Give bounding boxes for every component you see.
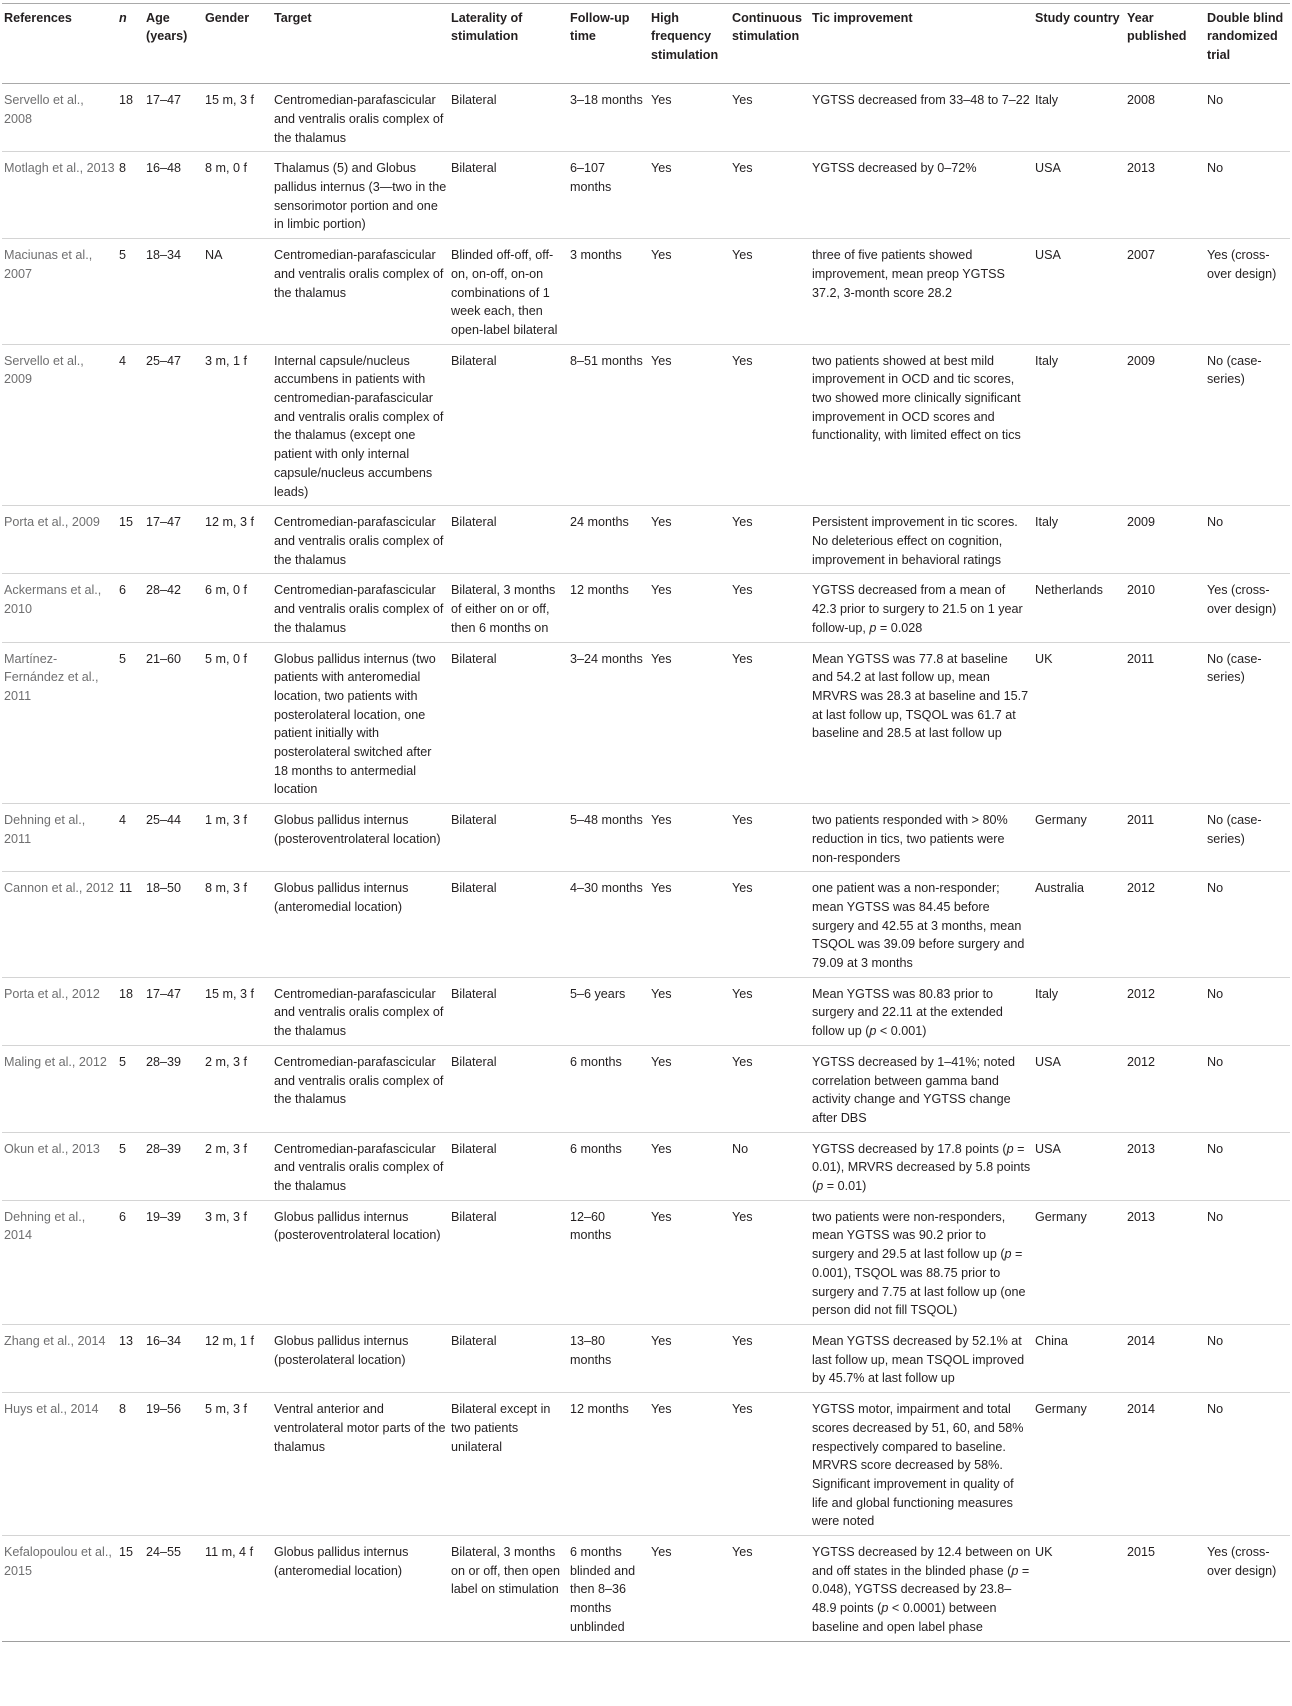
cell-tic-improvement: Persistent improvement in tic scores. No deleterious effect on cognition, improvement in behavioral ratings [812, 515, 1018, 567]
cell-reference: Ackermans et al., 2010 [4, 583, 102, 617]
table-row [2, 1325, 1290, 1393]
cell-double-blind: No [1207, 515, 1224, 530]
cell-tic-improvement: Mean YGTSS was 80.83 prior to surgery and 22.11 at the extended follow up (p < 0.001) [812, 986, 1003, 1039]
cell-age: 17–47 [146, 986, 182, 1001]
cell-year: 2015 [1127, 1545, 1156, 1560]
cell-tic-improvement: YGTSS decreased from 33–48 to 7–22 [812, 93, 1030, 108]
cell-country: Germany [1035, 1209, 1087, 1224]
cell-continuous: Yes [732, 651, 753, 666]
header-year: Year published [1127, 4, 1207, 84]
cell-n: 4 [119, 353, 127, 368]
cell-high-frequency: Yes [651, 515, 672, 530]
cell-target: Globus pallidus internus (anteromedial location) [274, 1545, 409, 1578]
cell-tic-improvement: YGTSS decreased by 1–41%; noted correlation between gamma band activity change and YGTSS change after DBS [812, 1054, 1016, 1125]
cell-gender: 5 m, 0 f [205, 651, 247, 666]
cell-followup: 12 months [570, 583, 629, 598]
cell-gender: 8 m, 0 f [205, 161, 247, 176]
cell-continuous: Yes [732, 583, 753, 598]
cell-continuous: Yes [732, 248, 753, 263]
cell-high-frequency: Yes [651, 1334, 672, 1348]
cell-followup: 3–18 months [570, 93, 643, 108]
cell-country: USA [1035, 248, 1061, 263]
cell-n: 15 [119, 1545, 134, 1560]
table-body [2, 84, 1290, 1641]
cell-followup: 3–24 months [570, 651, 643, 666]
cell-n: 18 [119, 986, 134, 1001]
cell-gender: 12 m, 1 f [205, 1334, 254, 1348]
cell-continuous: Yes [732, 1545, 753, 1560]
cell-year: 2013 [1127, 1141, 1156, 1156]
cell-continuous: Yes [732, 1054, 753, 1069]
cell-age: 19–56 [146, 1402, 182, 1417]
cell-age: 17–47 [146, 93, 182, 108]
cell-laterality: Bilateral [451, 651, 497, 666]
cell-double-blind: Yes (cross-over design) [1207, 248, 1277, 281]
cell-reference: Okun et al., 2013 [4, 1141, 100, 1156]
cell-double-blind: No [1207, 1334, 1224, 1348]
cell-double-blind: No [1207, 881, 1224, 896]
cell-country: Netherlands [1035, 583, 1103, 598]
cell-target: Globus pallidus internus (posteroventrolateral location) [274, 1209, 441, 1243]
table-row [2, 1393, 1290, 1536]
cell-year: 2011 [1127, 813, 1155, 828]
cell-country: Italy [1035, 353, 1059, 368]
cell-country: Italy [1035, 515, 1059, 530]
cell-double-blind: No (case-series) [1207, 353, 1262, 387]
header-followup: Follow-up time [570, 4, 651, 84]
cell-age: 28–39 [146, 1141, 182, 1156]
cell-target: Globus pallidus internus (anteromedial location) [274, 881, 409, 914]
cell-year: 2009 [1127, 353, 1156, 368]
cell-laterality: Blinded off-off, off-on, on-off, on-on combinations of 1 week each, then open-label bilateral [451, 248, 558, 337]
cell-age: 16–48 [146, 161, 182, 176]
cell-target: Centromedian-parafascicular and ventralis oralis complex of the thalamus [274, 1141, 444, 1194]
header-target: Target [274, 4, 451, 84]
cell-reference: Porta et al., 2012 [4, 986, 100, 1001]
cell-followup: 5–6 years [570, 986, 626, 1001]
cell-n: 5 [119, 1054, 127, 1069]
cell-continuous: Yes [732, 813, 753, 828]
cell-followup: 6–107 months [570, 161, 612, 195]
cell-n: 18 [119, 93, 134, 108]
cell-laterality: Bilateral [451, 93, 497, 108]
table-row [2, 574, 1290, 642]
cell-laterality: Bilateral [451, 161, 497, 176]
cell-target: Centromedian-parafascicular and ventralis oralis complex of the thalamus [274, 248, 444, 300]
cell-laterality: Bilateral except in two patients unilateral [451, 1402, 551, 1454]
cell-target: Centromedian-parafascicular and ventralis oralis complex of the thalamus [274, 986, 444, 1039]
cell-laterality: Bilateral [451, 1141, 497, 1156]
cell-continuous: No [732, 1141, 749, 1156]
cell-country: USA [1035, 161, 1061, 176]
cell-age: 28–39 [146, 1054, 182, 1069]
cell-year: 2014 [1127, 1334, 1156, 1348]
cell-high-frequency: Yes [651, 881, 672, 896]
cell-target: Globus pallidus internus (two patients with anteromedial location, two patients with posterolateral location, one patient initially with posterolateral switched after 18 months to antermedial location [274, 651, 436, 797]
cell-n: 8 [119, 161, 127, 176]
table-row [2, 1132, 1290, 1200]
cell-followup: 12–60 months [570, 1209, 612, 1243]
cell-n: 6 [119, 583, 127, 598]
cell-high-frequency: Yes [651, 1545, 672, 1560]
cell-year: 2013 [1127, 161, 1156, 176]
cell-followup: 6 months [570, 1054, 622, 1069]
cell-followup: 24 months [570, 515, 629, 530]
cell-n: 4 [119, 813, 127, 828]
cell-gender: 12 m, 3 f [205, 515, 254, 530]
cell-tic-improvement: YGTSS motor, impairment and total scores decreased by 51, 60, and 58% respectively compared to baseline. MRVRS score decreased by 58%. Significant improvement in quality of life and global functioning measures were noted [812, 1402, 1024, 1529]
cell-year: 2012 [1127, 881, 1156, 896]
cell-country: Germany [1035, 813, 1087, 828]
header-laterality: Laterality of stimulation [451, 4, 570, 84]
cell-reference: Cannon et al., 2012 [4, 881, 114, 896]
cell-country: UK [1035, 1545, 1053, 1560]
header-double-blind: Double blind randomized trial [1207, 4, 1290, 84]
cell-followup: 4–30 months [570, 881, 643, 896]
header-references: References [2, 4, 119, 84]
cell-laterality: Bilateral [451, 353, 497, 368]
cell-target: Centromedian-parafascicular and ventralis oralis complex of the thalamus [274, 93, 444, 145]
cell-high-frequency: Yes [651, 93, 672, 108]
cell-high-frequency: Yes [651, 986, 672, 1001]
cell-high-frequency: Yes [651, 248, 672, 263]
cell-laterality: Bilateral, 3 months on or off, then open label on stimulation [451, 1545, 561, 1597]
cell-age: 24–55 [146, 1545, 182, 1560]
cell-target: Globus pallidus internus (posterolateral location) [274, 1334, 409, 1367]
cell-year: 2010 [1127, 583, 1156, 598]
cell-year: 2013 [1127, 1209, 1156, 1224]
cell-double-blind: No [1207, 93, 1224, 108]
cell-continuous: Yes [732, 93, 753, 108]
cell-high-frequency: Yes [651, 161, 672, 176]
cell-followup: 3 months [570, 248, 622, 263]
cell-tic-improvement: Mean YGTSS decreased by 52.1% at last follow up, mean TSQOL improved by 45.7% at last follow up [812, 1334, 1025, 1386]
cell-continuous: Yes [732, 1334, 753, 1348]
cell-age: 16–34 [146, 1334, 182, 1348]
cell-tic-improvement: YGTSS decreased by 17.8 points (p = 0.01), MRVRS decreased by 5.8 points (p = 0.01) [812, 1141, 1031, 1194]
cell-target: Centromedian-parafascicular and ventralis oralis complex of the thalamus [274, 583, 444, 635]
cell-double-blind: No [1207, 1054, 1224, 1069]
cell-high-frequency: Yes [651, 651, 672, 666]
cell-n: 8 [119, 1402, 127, 1417]
table-row [2, 344, 1290, 506]
cell-year: 2009 [1127, 515, 1156, 530]
cell-age: 17–47 [146, 515, 182, 530]
cell-followup: 5–48 months [570, 813, 643, 828]
header-n: n [119, 4, 146, 84]
header-tic-improvement: Tic improvement [812, 4, 1035, 84]
cell-reference: Porta et al., 2009 [4, 515, 100, 530]
cell-n: 5 [119, 1141, 127, 1156]
cell-double-blind: No (case-series) [1207, 813, 1262, 846]
cell-double-blind: No [1207, 1209, 1224, 1224]
cell-age: 18–34 [146, 248, 182, 263]
cell-tic-improvement: YGTSS decreased by 0–72% [812, 161, 977, 176]
cell-laterality: Bilateral [451, 813, 497, 828]
cell-age: 21–60 [146, 651, 182, 666]
table-row [2, 804, 1290, 872]
cell-target: Internal capsule/nucleus accumbens in patients with centromedian-parafascicular and ventralis oralis complex of the thalamus (except one patient with only internal capsule/nucleus accumbens leads) [274, 353, 444, 499]
cell-tic-improvement: two patients showed at best mild improvement in OCD and tic scores, two showed more clinically significant improvement in OCD scores and functionality, with limited effect on tics [812, 353, 1021, 443]
cell-year: 2012 [1127, 1054, 1156, 1069]
table-row [2, 872, 1290, 978]
cell-country: Germany [1035, 1402, 1087, 1417]
cell-n: 13 [119, 1334, 134, 1348]
cell-n: 11 [119, 881, 133, 896]
cell-continuous: Yes [732, 1402, 753, 1417]
cell-year: 2008 [1127, 93, 1156, 108]
cell-reference: Maciunas et al., 2007 [4, 248, 93, 281]
cell-tic-improvement: YGTSS decreased from a mean of 42.3 prior to surgery to 21.5 on 1 year follow-up, p = 0.028 [812, 583, 1023, 635]
header-continuous: Continuous stimulation [732, 4, 812, 84]
table-row [2, 1200, 1290, 1324]
cell-gender: NA [205, 248, 223, 263]
cell-laterality: Bilateral [451, 986, 497, 1001]
cell-target: Centromedian-parafascicular and ventralis oralis complex of the thalamus [274, 515, 444, 567]
cell-reference: Dehning et al., 2011 [4, 813, 86, 846]
cell-high-frequency: Yes [651, 1141, 672, 1156]
table-row [2, 1536, 1290, 1642]
cell-continuous: Yes [732, 161, 753, 176]
cell-reference: Servello et al., 2009 [4, 353, 84, 387]
cell-gender: 5 m, 3 f [205, 1402, 247, 1417]
cell-double-blind: Yes (cross-over design) [1207, 583, 1277, 617]
cell-continuous: Yes [732, 515, 753, 530]
cell-year: 2014 [1127, 1402, 1156, 1417]
cell-laterality: Bilateral [451, 1334, 497, 1348]
cell-tic-improvement: two patients responded with > 80% reduction in tics, two patients were non-responders [812, 813, 1008, 865]
cell-high-frequency: Yes [651, 1054, 672, 1069]
cell-year: 2007 [1127, 248, 1156, 263]
cell-country: Australia [1035, 881, 1084, 896]
cell-continuous: Yes [732, 881, 753, 896]
cell-age: 25–47 [146, 353, 182, 368]
cell-followup: 13–80 months [570, 1334, 612, 1367]
cell-country: USA [1035, 1141, 1061, 1156]
cell-country: Italy [1035, 93, 1059, 108]
cell-gender: 11 m, 4 f [205, 1545, 254, 1560]
cell-double-blind: No [1207, 1402, 1224, 1417]
cell-gender: 2 m, 3 f [205, 1054, 247, 1069]
cell-target: Globus pallidus internus (posteroventrolateral location) [274, 813, 441, 846]
table-row [2, 152, 1290, 239]
cell-tic-improvement: one patient was a non-responder; mean YGTSS was 84.45 before surgery and 42.55 at 3 months, mean TSQOL was 39.09 before surgery and 79.09 at 3 months [812, 881, 1025, 971]
cell-laterality: Bilateral [451, 1209, 497, 1224]
cell-country: USA [1035, 1054, 1061, 1069]
cell-reference: Martínez-Fernández et al., 2011 [4, 651, 99, 703]
cell-gender: 2 m, 3 f [205, 1141, 247, 1156]
cell-high-frequency: Yes [651, 1209, 672, 1224]
cell-double-blind: Yes (cross-over design) [1207, 1545, 1277, 1578]
cell-reference: Dehning et al., 2014 [4, 1209, 86, 1243]
cell-n: 5 [119, 651, 127, 666]
header-country: Study country [1035, 4, 1127, 84]
cell-reference: Servello et al., 2008 [4, 93, 84, 126]
cell-continuous: Yes [732, 353, 753, 368]
cell-age: 18–50 [146, 881, 182, 896]
header-age: Age (years) [146, 4, 205, 84]
cell-year: 2011 [1127, 651, 1155, 666]
cell-laterality: Bilateral, 3 months of either on or off, then 6 months on [451, 583, 556, 635]
cell-high-frequency: Yes [651, 353, 672, 368]
cell-laterality: Bilateral [451, 1054, 497, 1069]
cell-country: China [1035, 1334, 1068, 1348]
cell-double-blind: No [1207, 986, 1224, 1001]
cell-reference: Zhang et al., 2014 [4, 1334, 106, 1348]
cell-followup: 6 months blinded and then 8–36 months unblinded [570, 1545, 636, 1634]
cell-tic-improvement: two patients were non-responders, mean YGTSS was 90.2 prior to surgery and 29.5 at last follow up (p = 0.001), TSQOL was 88.75 prior to surgery and 7.75 at last follow up (one person did not fill TSQOL) [812, 1209, 1026, 1318]
cell-tic-improvement: three of five patients showed improvement, mean preop YGTSS 37.2, 3-month score 28.2 [812, 248, 1005, 300]
cell-age: 28–42 [146, 583, 182, 598]
cell-gender: 15 m, 3 f [205, 93, 254, 108]
cell-laterality: Bilateral [451, 515, 497, 530]
cell-gender: 6 m, 0 f [205, 583, 247, 598]
cell-high-frequency: Yes [651, 813, 672, 828]
cell-year: 2012 [1127, 986, 1156, 1001]
cell-n: 5 [119, 248, 127, 263]
cell-laterality: Bilateral [451, 881, 497, 896]
cell-gender: 3 m, 3 f [205, 1209, 247, 1224]
cell-target: Thalamus (5) and Globus pallidus internus (3—two in the sensorimotor portion and one in limbic portion) [274, 161, 447, 232]
cell-target: Centromedian-parafascicular and ventralis oralis complex of the thalamus [274, 1054, 444, 1107]
cell-continuous: Yes [732, 986, 753, 1001]
table-row [2, 239, 1290, 345]
cell-gender: 15 m, 3 f [205, 986, 254, 1001]
cell-target: Ventral anterior and ventrolateral motor parts of the thalamus [274, 1402, 446, 1454]
cell-reference: Motlagh et al., 2013 [4, 161, 115, 176]
cell-age: 25–44 [146, 813, 182, 828]
dbs-studies-table [2, 3, 1290, 1642]
cell-gender: 3 m, 1 f [205, 353, 247, 368]
table-header [2, 4, 1290, 84]
cell-gender: 1 m, 3 f [205, 813, 247, 828]
cell-age: 19–39 [146, 1209, 182, 1224]
cell-n: 6 [119, 1209, 127, 1224]
cell-followup: 6 months [570, 1141, 622, 1156]
header-gender: Gender [205, 4, 274, 84]
cell-reference: Kefalopoulou et al., 2015 [4, 1545, 112, 1578]
header-high-frequency: High frequency stimulation [651, 4, 732, 84]
cell-tic-improvement: Mean YGTSS was 77.8 at baseline and 54.2 at last follow up, mean MRVRS was 28.3 at baseline and 15.7 at last follow up, TSQOL was 61.7 at baseline and 28.5 at last follow up [812, 651, 1029, 741]
cell-gender: 8 m, 3 f [205, 881, 247, 896]
cell-double-blind: No (case-series) [1207, 651, 1262, 685]
cell-country: UK [1035, 651, 1053, 666]
cell-double-blind: No [1207, 1141, 1224, 1156]
cell-tic-improvement: YGTSS decreased by 12.4 between on and off states in the blinded phase (p = 0.048), YGTSS decreased by 23.8–48.9 points (p < 0.0001) between baseline and open label phase [812, 1545, 1031, 1634]
cell-followup: 8–51 months [570, 353, 643, 368]
header-row [2, 4, 1290, 84]
cell-followup: 12 months [570, 1402, 629, 1417]
cell-high-frequency: Yes [651, 1402, 672, 1417]
table-row [2, 1045, 1290, 1132]
table-row [2, 84, 1290, 152]
table-row [2, 977, 1290, 1045]
cell-continuous: Yes [732, 1209, 753, 1224]
table-row [2, 506, 1290, 574]
cell-reference: Maling et al., 2012 [4, 1054, 107, 1069]
cell-high-frequency: Yes [651, 583, 672, 598]
cell-reference: Huys et al., 2014 [4, 1402, 99, 1417]
table-row [2, 642, 1290, 804]
cell-country: Italy [1035, 986, 1059, 1001]
cell-double-blind: No [1207, 161, 1224, 176]
cell-n: 15 [119, 515, 134, 530]
